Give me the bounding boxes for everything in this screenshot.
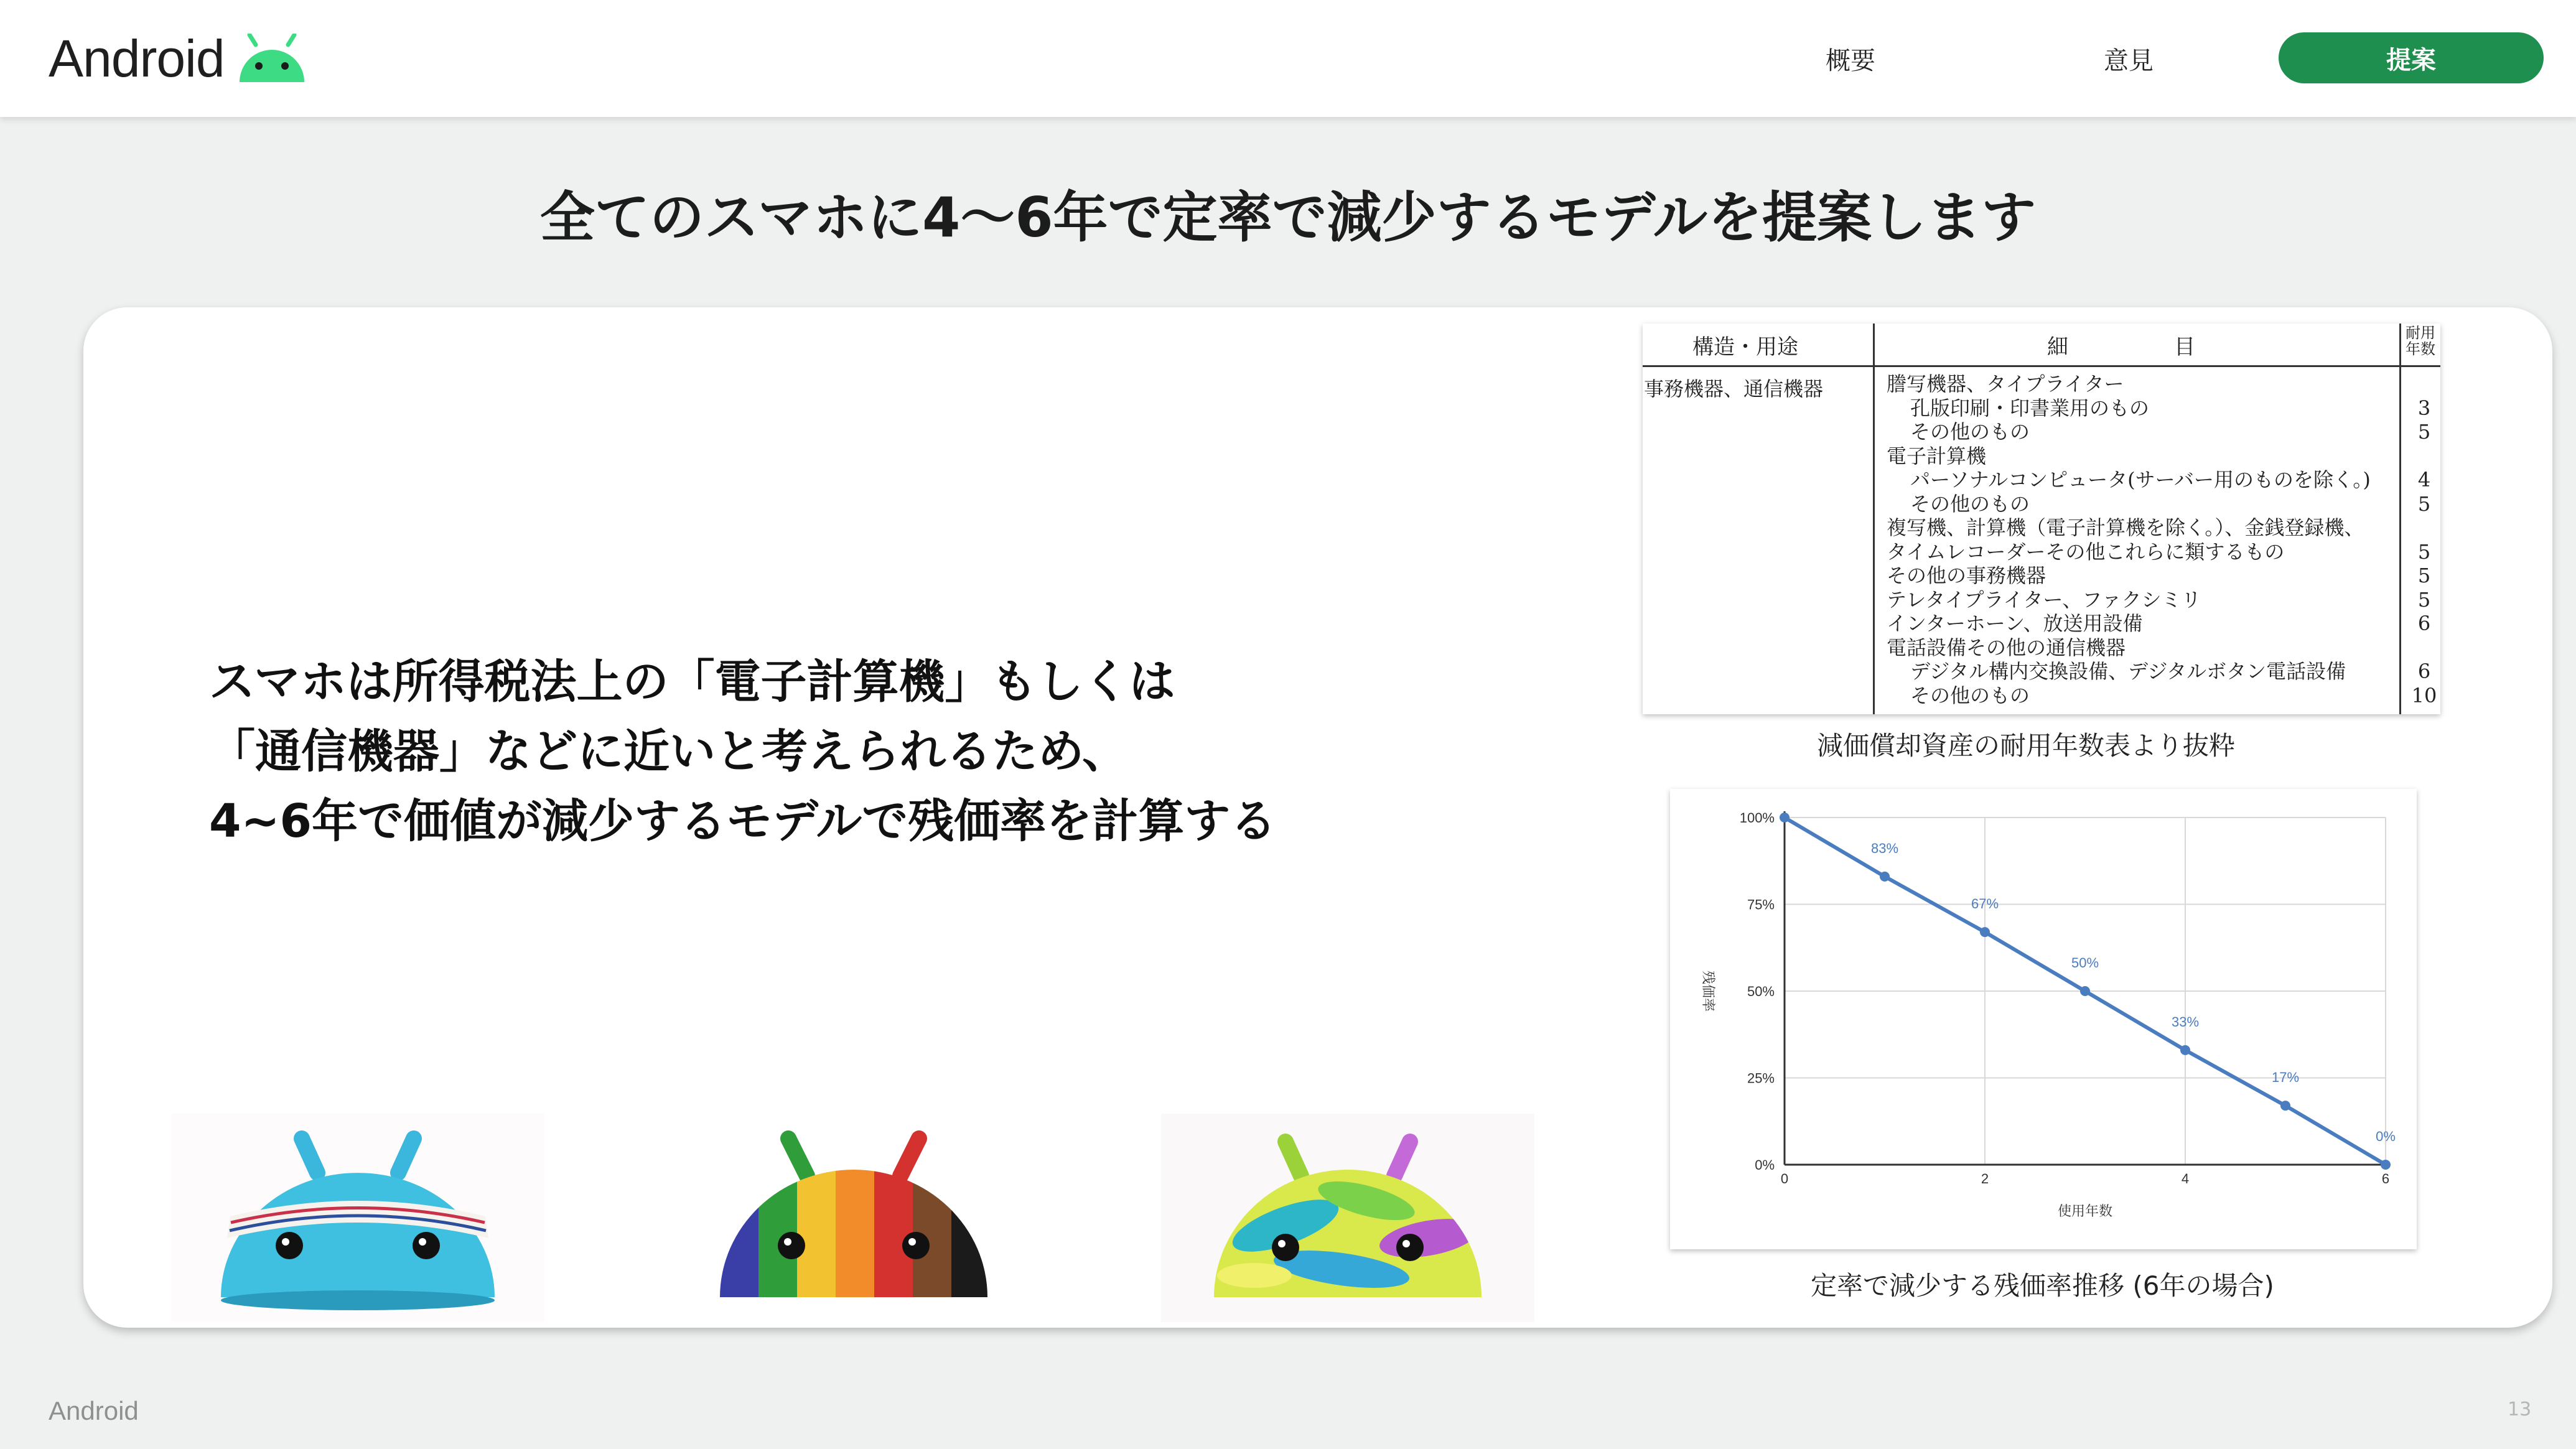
table-item-years: 3 <box>2417 396 2431 420</box>
data-point <box>1780 813 1790 822</box>
table-item: インターホーン、放送用設備 <box>1887 612 2143 635</box>
table-item: 電話設備その他の通信機器 <box>1887 635 2126 659</box>
x-tick-label: 4 <box>2181 1171 2190 1186</box>
table-item-years <box>2410 516 2438 540</box>
table-item-years: 5 <box>2417 539 2431 564</box>
table-item-years <box>2410 444 2438 468</box>
android-bot-logo-icon <box>237 34 307 83</box>
y-axis-label: 残価率 <box>1700 970 1715 1012</box>
table-divider <box>2399 324 2401 714</box>
table-item: その他のもの <box>1910 683 2030 707</box>
body-text <box>209 647 1391 856</box>
line-chart <box>1670 789 2417 1249</box>
data-label: 50% <box>2071 955 2099 971</box>
table-divider <box>1873 324 1875 714</box>
data-point <box>2180 1045 2190 1055</box>
data-point <box>2080 986 2090 996</box>
nav-opinion[interactable]: 意見 <box>2104 47 2154 75</box>
table-item: パーソナルコンピュータ(サーバー用のものを除く。) <box>1910 468 2371 492</box>
table-item: その他のもの <box>1910 420 2030 444</box>
nav-overview[interactable]: 概要 <box>1826 47 1875 75</box>
table-header-category: 構造・用途 <box>1692 335 1798 360</box>
body-line-2: 「通信機器」などに近いと考えられるため、 <box>209 725 1129 778</box>
table-item: その他のもの <box>1910 492 2030 516</box>
table-item-years: 5 <box>2417 492 2431 516</box>
table-item-years <box>2410 636 2438 660</box>
table-item: 孔版印刷・印書業用のもの <box>1910 396 2150 420</box>
table-header <box>1643 324 2440 367</box>
body-line-1: スマホは所得税法上の「電子計算機」もしくは <box>209 655 1175 709</box>
table-item-years <box>2410 372 2438 396</box>
chart-caption: 定率で減少する残価率推移 (6年の場合) <box>1811 1270 2274 1301</box>
table-years <box>2410 372 2438 707</box>
android-figure-rainbow <box>667 1114 1040 1322</box>
slide-title: 全てのスマホに4～6年で定率で減少するモデルを提案します <box>539 185 2037 249</box>
android-figure-rainbow-icon <box>667 1114 1040 1322</box>
x-tick-label: 6 <box>2381 1171 2390 1186</box>
table-item: タイムレコーダーその他これらに類するもの <box>1887 539 2285 564</box>
data-point <box>2280 1101 2290 1111</box>
data-label: 83% <box>1870 840 1899 856</box>
top-header <box>0 0 2576 117</box>
table-items <box>1887 372 2371 707</box>
footer-brand: Android <box>49 1396 139 1425</box>
table-item: 謄写機器、タイプライター <box>1887 372 2124 396</box>
android-figure-tiedye-icon <box>1161 1114 1534 1322</box>
brand-wordmark: Android <box>49 29 225 88</box>
data-label: 0% <box>2376 1129 2396 1144</box>
table-item: 電子計算機 <box>1887 444 1987 468</box>
y-tick-label: 100% <box>1739 810 1775 826</box>
table-item-years: 5 <box>2417 420 2431 444</box>
y-tick-label: 0% <box>1755 1157 1775 1173</box>
data-label: 17% <box>2271 1069 2300 1086</box>
table-header-years: 耐用年数 <box>2406 324 2435 358</box>
x-tick-label: 0 <box>1780 1171 1789 1186</box>
table-caption: 減価償却資産の耐用年数表より抜粋 <box>1817 730 2236 761</box>
residual-value-chart <box>1670 789 2417 1249</box>
useful-life-table <box>1643 324 2440 714</box>
data-label: 33% <box>2171 1013 2200 1030</box>
table-item-years: 5 <box>2417 587 2431 612</box>
body-line-3: 4~6年で価値が減少するモデルで残価率を計算する <box>209 794 1277 848</box>
nav-proposal-button[interactable]: 提案 <box>2279 32 2544 83</box>
table-category: 事務機器、通信機器 <box>1644 377 1824 401</box>
table-item: 複写機、計算機（電子計算機を除く。）、金銭登録機、 <box>1887 516 2364 539</box>
data-point <box>1980 927 1990 937</box>
android-logo[interactable] <box>49 27 307 90</box>
android-figure-headband <box>171 1114 544 1322</box>
table-item-years: 5 <box>2417 564 2431 587</box>
data-label: 67% <box>1971 896 1999 912</box>
table-item: その他の事務機器 <box>1887 564 2046 587</box>
data-point <box>1880 872 1890 882</box>
android-figure-headband-icon <box>171 1114 544 1322</box>
x-tick-label: 2 <box>1981 1171 1989 1186</box>
y-tick-label: 50% <box>1747 984 1775 999</box>
x-axis-label: 使用年数 <box>2057 1204 2113 1219</box>
table-item-years: 4 <box>2417 468 2431 492</box>
table-header-detail: 細 目 <box>2047 335 2195 360</box>
table-item-years: 6 <box>2417 612 2431 635</box>
page-number: 13 <box>2508 1399 2532 1420</box>
y-tick-label: 75% <box>1747 897 1775 913</box>
y-tick-label: 25% <box>1747 1070 1775 1086</box>
table-item: テレタイプライター、ファクシミリ <box>1887 587 2201 612</box>
table-item-years: 6 <box>2417 659 2431 683</box>
android-figure-tiedye <box>1161 1114 1534 1322</box>
table-item: デジタル構内交換設備、デジタルボタン電話設備 <box>1910 659 2346 683</box>
data-point <box>2381 1160 2391 1170</box>
table-item-years: 10 <box>2411 683 2437 707</box>
